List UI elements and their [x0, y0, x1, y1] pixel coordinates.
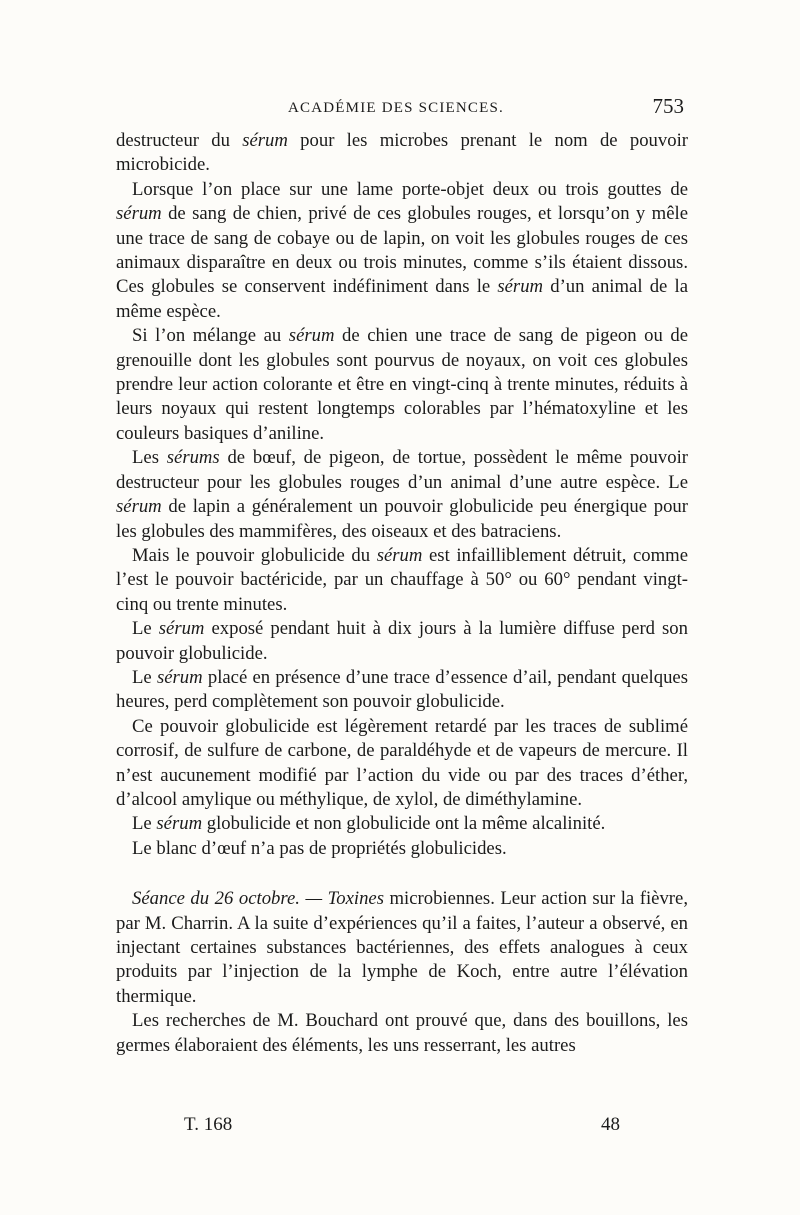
- paragraph: Les recherches de M. Bouchard ont prouvé que, dans des bouillons, les germes élaboraient des éléments, les uns resserrant, les autres: [116, 1010, 688, 1056]
- session-paragraph: Séance du 26 octobre. — Toxines microbiennes. Leur action sur la fièvre, par M. Charrin. A la suite d’expériences qu’il a faites, l’auteur a observé, en injectant certaines substances bactériennes, des effets analogues à ceux produits par l’injection de la lymphe de Koch, entre autre l’élévation thermique.: [116, 888, 688, 1007]
- paragraph: Le sérum globulicide et non globulicide ont la même alcalinité.: [132, 813, 606, 835]
- paragraph: Si l’on mélange au sérum de chien une trace de sang de pigeon ou de grenouille dont les globules sont pourvus de noyaux, on voit ces globules prendre leur action colorante et être en vingt-cinq à trente minutes, réduits à leurs noyaux qui restent longtemps colorables par l’hématoxyline et les couleurs basiques d’aniline.: [116, 325, 689, 444]
- paragraph: Ce pouvoir globulicide est légèrement retardé par les traces de sublimé corrosif, de sulfure de carbone, de paraldéhyde et de vapeurs de mercure. Il n’est aucunement modifié par l’action du vide ou par des traces d’éther, d’alcool amylique ou méthylique, de xylol, de diméthylamine.: [116, 715, 688, 810]
- paragraph: Les sérums de bœuf, de pigeon, de tortue, possèdent le même pouvoir destructeur pour les globules rouges d’un animal d’une autre espèce. Le sérum de lapin a généralement un pouvoir globulicide peu énergique pour les globules des mammifères, des oiseaux et des batraciens.: [116, 447, 688, 542]
- paragraph: Lorsque l’on place sur une lame porte-objet deux ou trois gouttes de sérum de sang de chien, privé de ces globules rouges, et lorsqu’on y mêle une trace de sang de cobaye ou de lapin, on voit les globules rouges de ces animaux disparaître en deux ou trois minutes, comme s’ils étaient dissous. Ces globules se conservent indéfiniment dans le sérum d’un animal de la même espèce.: [116, 178, 688, 322]
- sheet-number: 48: [601, 1114, 620, 1135]
- page-number: 753: [652, 94, 684, 118]
- paragraph: destructeur du sérum pour les microbes prenant le nom de pouvoir microbicide.: [116, 130, 688, 176]
- page-footer: [118, 1114, 688, 1140]
- session-lead: Séance du 26 octobre. — Toxines: [132, 888, 384, 910]
- running-head: ACADÉMIE DES SCIENCES.: [288, 100, 504, 116]
- paragraph: Le blanc d’œuf n’a pas de propriétés globulicides.: [132, 837, 507, 859]
- body-text: [116, 129, 688, 1058]
- paragraph: Le sérum placé en présence d’une trace d’essence d’ail, pendant quelques heures, perd complètement son pouvoir globulicide.: [116, 666, 688, 713]
- paragraph: Mais le pouvoir globulicide du sérum est infailliblement détruit, comme l’est le pouvoir bactéricide, par un chauffage à 50° ou 60° pendant vingt-cinq ou trente minutes.: [116, 544, 689, 615]
- signature-mark: T. 168: [184, 1114, 233, 1135]
- page-header: [118, 94, 688, 124]
- paragraph: Le sérum exposé pendant huit à dix jours à la lumière diffuse perd son pouvoir globulicide.: [116, 618, 688, 664]
